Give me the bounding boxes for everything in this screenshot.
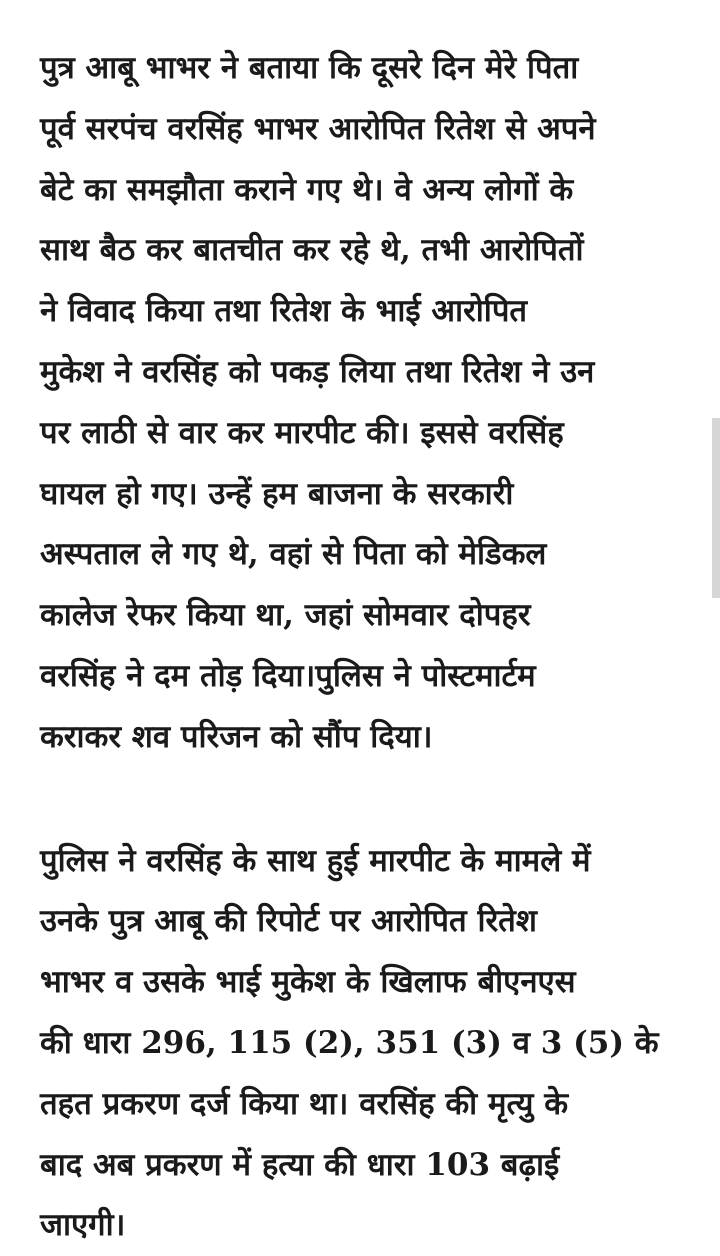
text-line: पूर्व सरपंच वरसिंह भाभर आरोपित रितेश से अपने [40, 110, 596, 147]
text-line: उनके पुत्र आबू की रिपोर्ट पर आरोपित रितेश [40, 903, 537, 940]
text-line: पुलिस ने वरसिंह के साथ हुई मारपीट के मामले में [40, 842, 591, 879]
text-line: ने विवाद किया तथा रितेश के भाई आरोपित [40, 293, 528, 330]
text-line: वरसिंह ने दम तोड़ दिया।पुलिस ने पोस्टमार्टम [40, 657, 536, 694]
text-line: बेटे का समझौता कराने गए थे। वे अन्य लोगों के [40, 171, 574, 208]
article-body [40, 38, 686, 1256]
text-line: बाद अब प्रकरण में हत्या की धारा 103 बढ़ाई [40, 1146, 560, 1183]
paragraph-1 [40, 38, 686, 768]
text-line: घायल हो गए। उन्हें हम बाजना के सरकारी [40, 475, 514, 512]
text-line: जाएगी। [40, 1207, 126, 1244]
text-line: भाभर व उसके भाई मुकेश के खिलाफ बीएनएस [40, 964, 576, 1001]
text-line: अस्पताल ले गए थे, वहां से पिता को मेडिकल [40, 536, 547, 573]
scrollbar-thumb[interactable] [712, 418, 720, 598]
text-line: पुत्र आबू भाभर ने बताया कि दूसरे दिन मेरे पिता [40, 50, 579, 86]
text-line: पर लाठी से वार कर मारपीट की। इससे वरसिंह [40, 414, 564, 451]
text-line: तहत प्रकरण दर्ज किया था। वरसिंह की मृत्यु के [40, 1085, 569, 1122]
text-line: साथ बैठ कर बातचीत कर रहे थे, तभी आरोपितों [40, 232, 584, 269]
text-line: कालेज रेफर किया था, जहां सोमवार दोपहर [40, 597, 531, 634]
paragraph-2 [40, 831, 686, 1256]
text-line: की धारा 296, 115 (2), 351 (3) व 3 (5) के [40, 1024, 659, 1061]
paragraph-gap [40, 768, 686, 831]
text-line: मुकेश ने वरसिंह को पकड़ लिया तथा रितेश ने उन [40, 353, 595, 390]
text-line: कराकर शव परिजन को सौंप दिया। [40, 718, 433, 755]
